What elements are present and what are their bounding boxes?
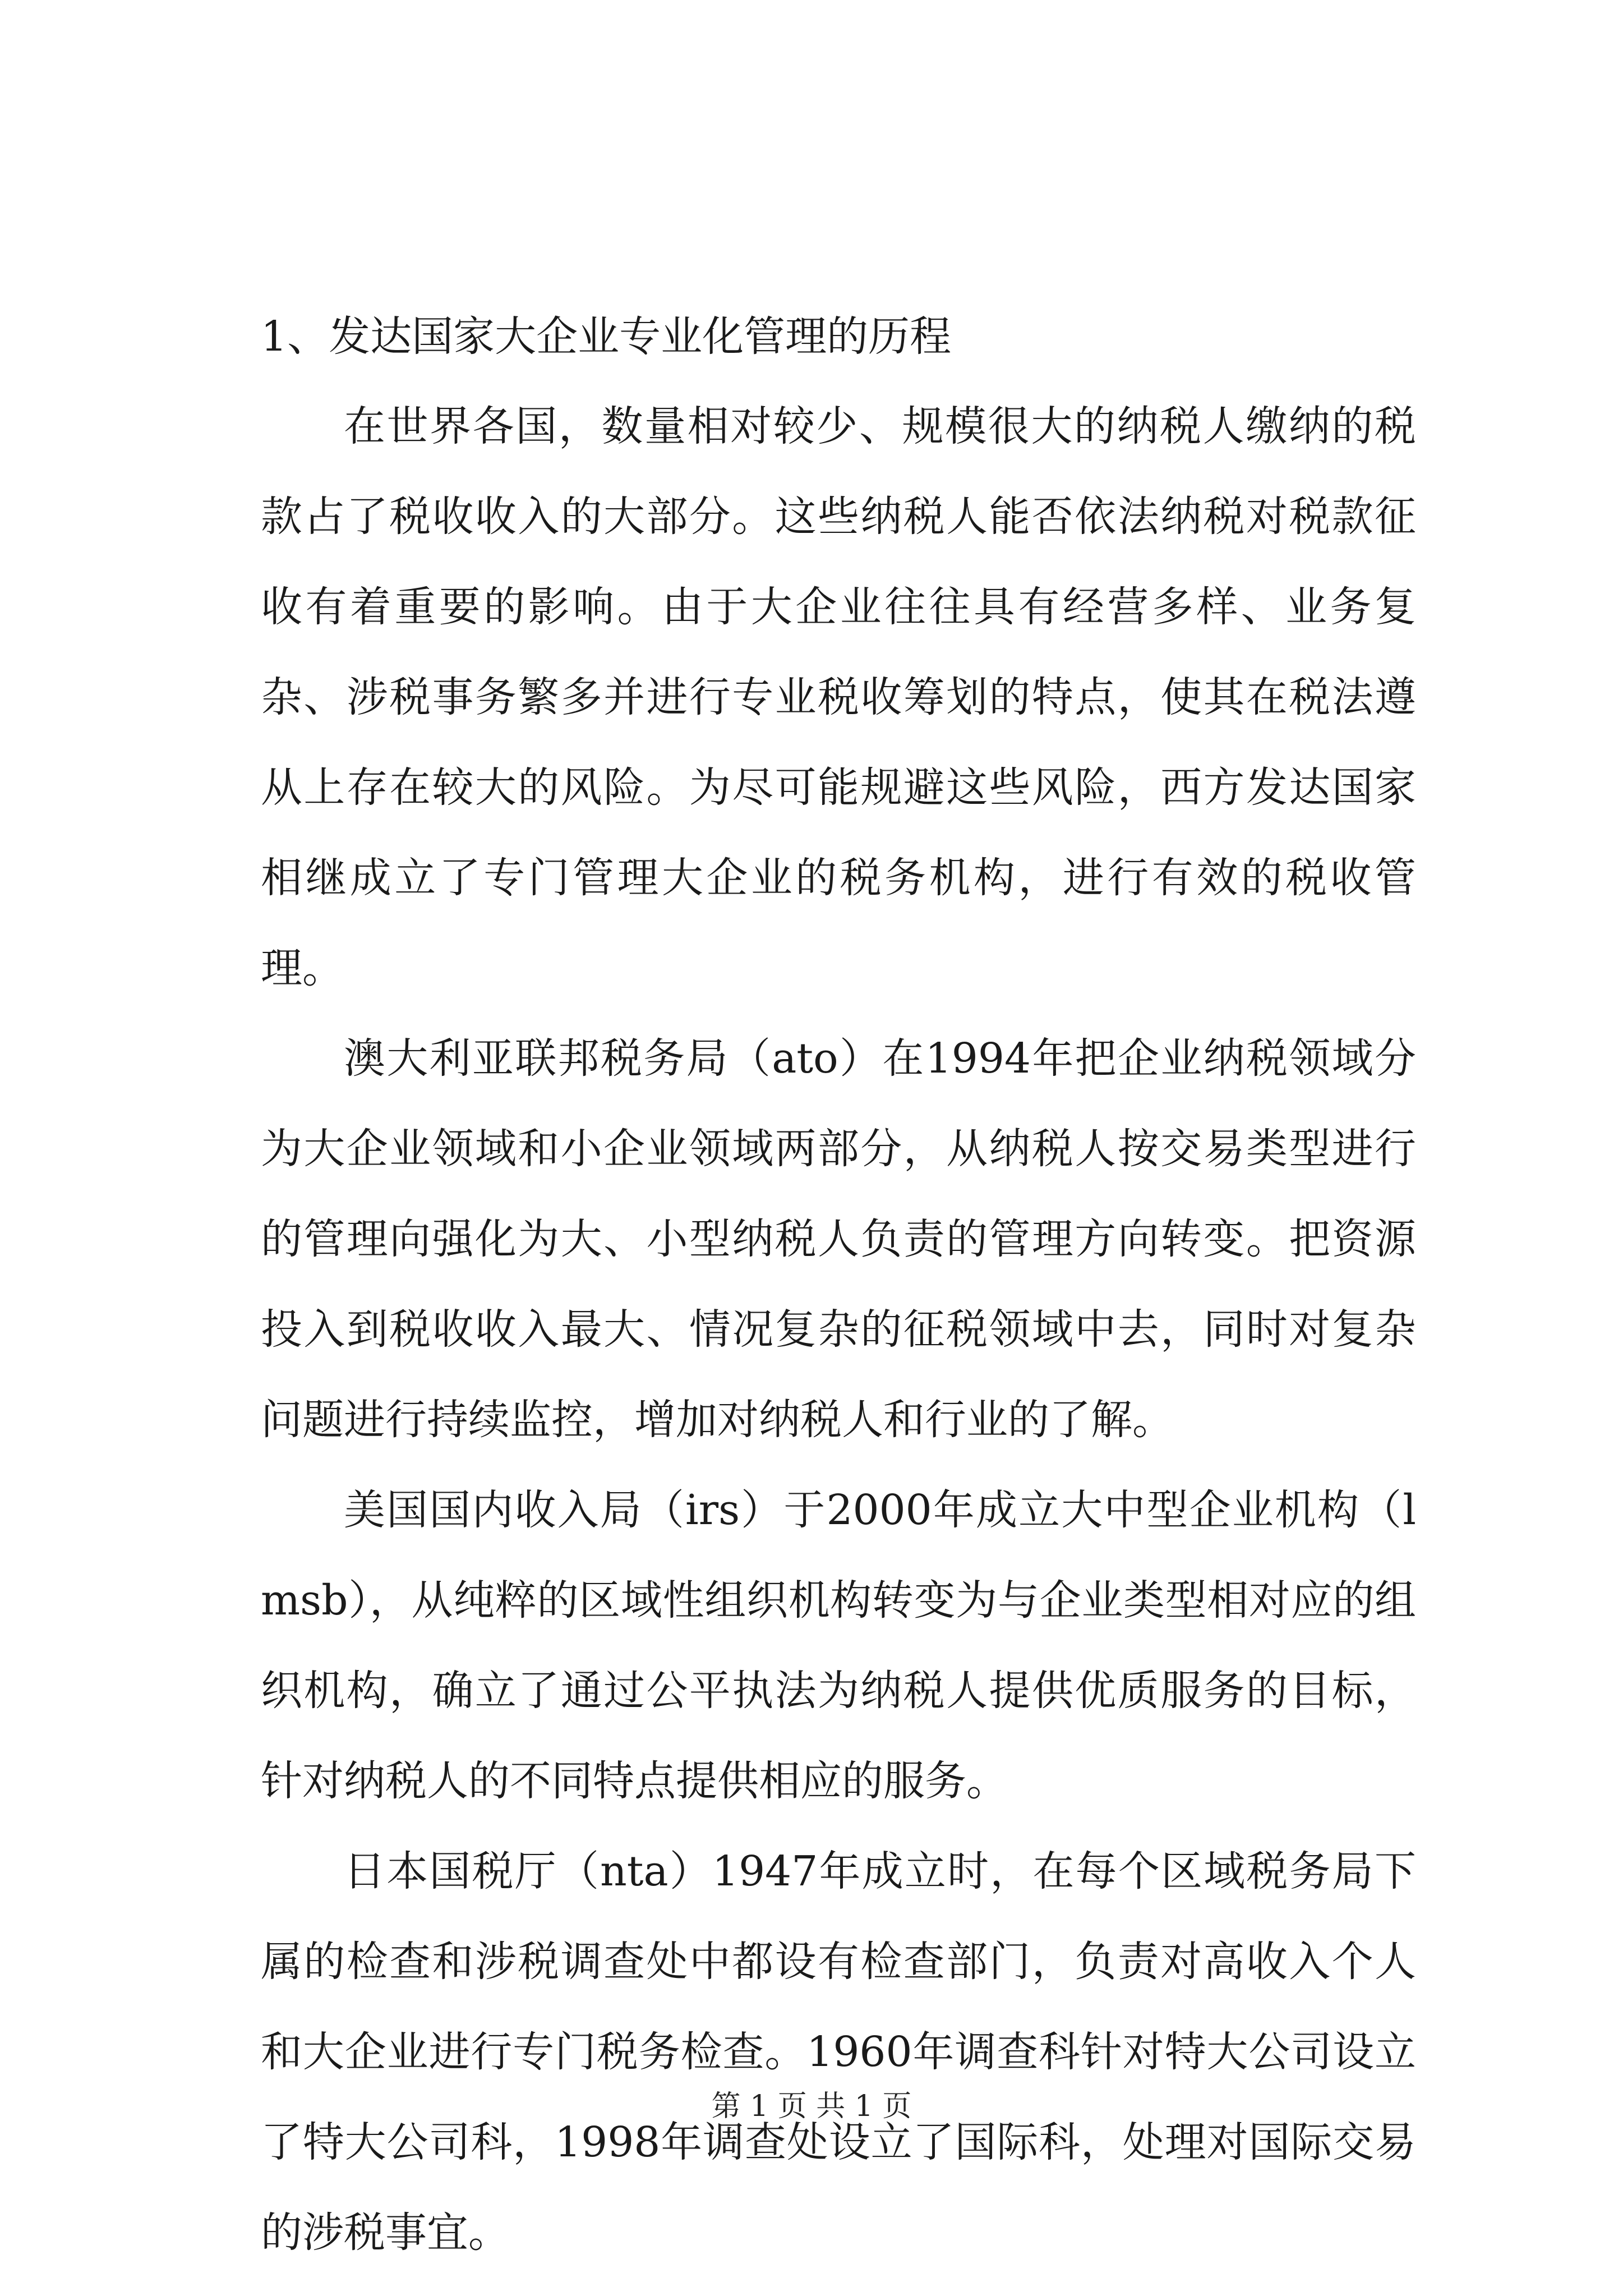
paragraph-usa: 美国国内收入局（irs）于2000年成立大中型企业机构（lmsb），从纯粹的区域性组织机构转变为与企业类型相对应的组织机构，确立了通过公平执法为纳税人提供优质服务的目标，针对纳税人的不同特点提供相应的服务。: [261, 1486, 1416, 1805]
paragraph-australia: 澳大利亚联邦税务局（ato）在1994年把企业纳税领域分为大企业领域和小企业领域两部分，从纳税人按交易类型进行的管理向强化为大、小型纳税人负责的管理方向转变。把资源投入到税收收入最大、情况复杂的征税领域中去，同时对复杂问题进行持续监控，增加对纳税人和行业的了解。: [261, 1034, 1416, 1444]
page-footer: 第 1 页 共 1 页: [711, 2090, 912, 2123]
section-heading: 1、发达国家大企业专业化管理的历程: [261, 312, 952, 361]
paragraph-japan: 日本国税厅（nta）1947年成立时，在每个区域税务局下属的检查和涉税调查处中都设有检查部门，负责对高收入个人和大企业进行专门税务检查。1960年调查科针对特大公司设立了特大公司科，1998年调查处设立了国际科，处理对国际交易的涉税事宜。: [261, 1847, 1416, 2257]
document-body: [261, 292, 1416, 2278]
paragraph-overview: 在世界各国，数量相对较少、规模很大的纳税人缴纳的税款占了税收收入的大部分。这些纳税人能否依法纳税对税款征收有着重要的影响。由于大企业往往具有经营多样、业务复杂、涉税事务繁多并进行专业税收筹划的特点，使其在税法遵从上存在较大的风险。为尽可能规避这些风险，西方发达国家相继成立了专门管理大企业的税务机构，进行有效的税收管理。: [261, 402, 1416, 992]
